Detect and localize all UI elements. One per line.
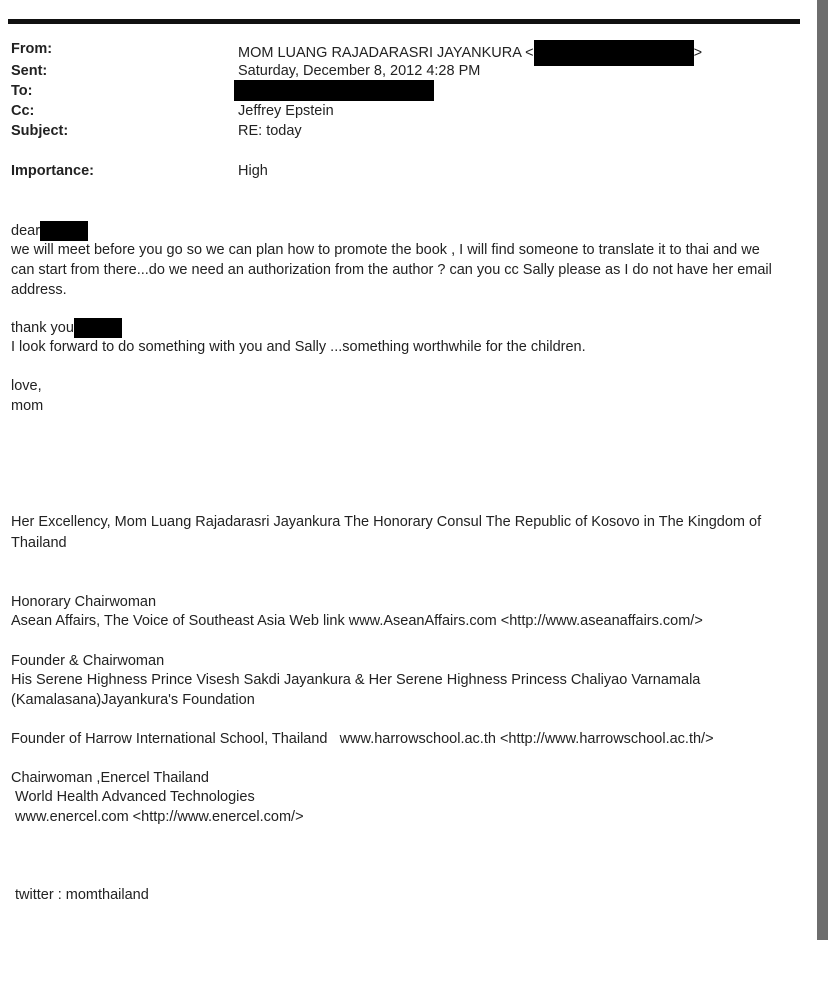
from-label: From: xyxy=(11,41,53,57)
signature-line: Her Excellency, Mom Luang Rajadarasri Jayankura The Honorary Consul The Republic of Kosovo in The Kingdom of xyxy=(11,514,762,530)
greeting-text: dear xyxy=(11,222,41,239)
signature-line: Thailand xyxy=(11,535,67,551)
thanks xyxy=(11,318,122,338)
redaction xyxy=(40,221,88,241)
page-edge-scrollbar xyxy=(817,0,828,940)
to-label: To: xyxy=(11,83,33,99)
signature-line: Honorary Chairwoman xyxy=(11,594,157,610)
header-divider xyxy=(8,19,800,24)
signature-line: World Health Advanced Technologies xyxy=(11,789,255,805)
redaction xyxy=(74,318,122,338)
subject-value: RE: today xyxy=(238,123,302,139)
signature-line: (Kamalasana)Jayankura's Foundation xyxy=(11,692,255,708)
sent-value: Saturday, December 8, 2012 4:28 PM xyxy=(238,63,481,79)
cc-label: Cc: xyxy=(11,103,35,119)
closing: love, xyxy=(11,378,42,394)
from-close: > xyxy=(693,44,703,61)
body-line: we will meet before you go so we can plan how to promote the book , I will find someone to translate it to thai and we xyxy=(11,242,760,258)
subject-label: Subject: xyxy=(11,123,69,139)
importance-label: Importance: xyxy=(11,163,94,179)
signature-line: Founder of Harrow International School, Thailand www.harrowschool.ac.th <http://www.harrowschool.ac.th/> xyxy=(11,731,714,747)
body-line: I look forward to do something with you and Sally ...something worthwhile for the children. xyxy=(11,339,586,355)
sent-label: Sent: xyxy=(11,63,48,79)
thanks-text: thank you xyxy=(11,319,74,336)
signature-twitter: twitter : momthailand xyxy=(11,887,149,903)
signature-line: www.enercel.com <http://www.enercel.com/> xyxy=(11,809,304,825)
body-line: address. xyxy=(11,282,67,298)
redaction xyxy=(534,40,694,66)
greeting xyxy=(11,221,88,241)
cc-value: Jeffrey Epstein xyxy=(238,103,334,119)
signature-line: Founder & Chairwoman xyxy=(11,653,165,669)
signoff: mom xyxy=(11,398,44,414)
signature-line: His Serene Highness Prince Visesh Sakdi Jayankura & Her Serene Highness Princess Chaliyao Varnamala xyxy=(11,672,701,688)
body-line: can start from there...do we need an authorization from the author ? can you cc Sally please as I do not have her email xyxy=(11,262,772,278)
signature-line: Asean Affairs, The Voice of Southeast Asia Web link www.AseanAffairs.com <http://www.aseanaffairs.com/> xyxy=(11,613,703,629)
to-redaction xyxy=(234,80,434,101)
importance-value: High xyxy=(238,163,268,179)
signature-line: Chairwoman ,Enercel Thailand xyxy=(11,770,210,786)
from-name: MOM LUANG RAJADARASRI JAYANKURA < xyxy=(238,44,534,61)
